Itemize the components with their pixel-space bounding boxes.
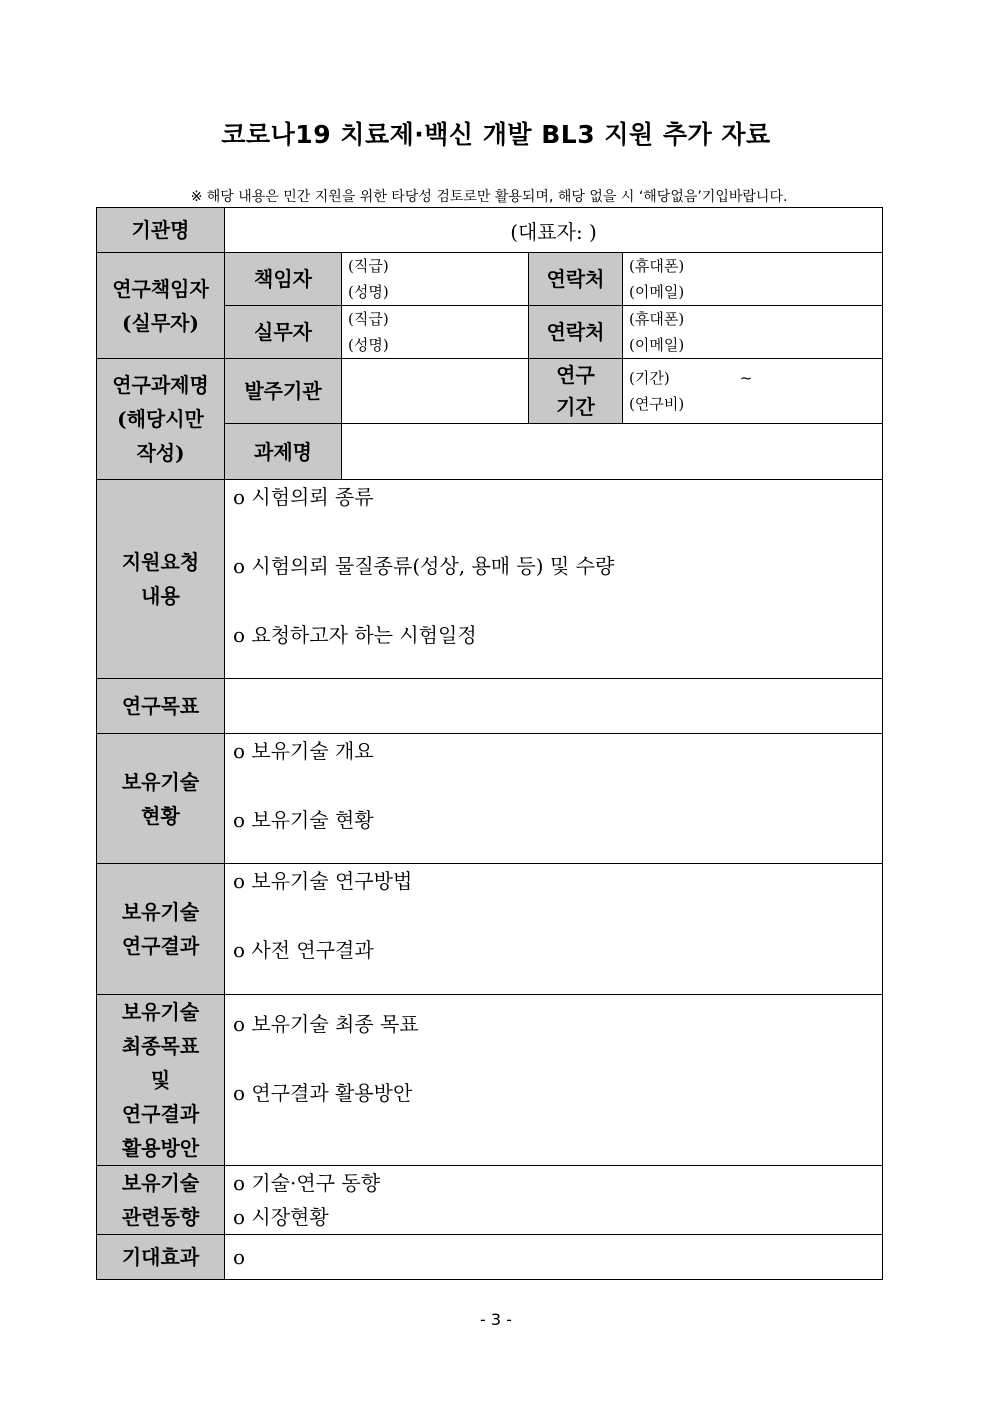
list-item: o 보유기술 최종 목표	[233, 1012, 419, 1036]
tech-status-row	[97, 734, 883, 864]
staff-contact-field[interactable]	[623, 306, 883, 359]
tech-final-label: 보유기술 최종목표 및 연구결과 활용방안	[97, 995, 225, 1166]
staff-rank-name-field[interactable]	[342, 306, 529, 359]
client-field[interactable]	[342, 359, 529, 424]
project-label: 연구과제명 (해당시만 작성)	[97, 359, 225, 480]
head-rank-name-field[interactable]	[342, 253, 529, 306]
head-contact-field[interactable]	[623, 253, 883, 306]
page-number: - 3 -	[480, 1310, 512, 1329]
staff-rank: (직급)	[348, 310, 389, 328]
list-item: o 시장현황	[233, 1205, 329, 1229]
trends-row	[97, 1166, 883, 1235]
period-budget-field[interactable]	[623, 359, 883, 424]
list-item: o 시험의뢰 물질종류(성상, 용매 등) 및 수량	[233, 554, 615, 578]
list-item: o 사전 연구결과	[233, 938, 374, 962]
agency-row	[97, 208, 883, 253]
head-email: (이메일)	[629, 283, 685, 301]
client-label: 발주기관	[225, 359, 342, 424]
staff-name: (성명)	[348, 336, 389, 354]
head-label: 책임자	[225, 253, 342, 306]
goal-label: 연구목표	[97, 679, 225, 734]
list-item: o 보유기술 연구방법	[233, 869, 413, 893]
effect-label: 기대효과	[97, 1235, 225, 1280]
head-contact-label: 연락처	[529, 253, 623, 306]
request-label: 지원요청 내용	[97, 480, 225, 679]
staff-phone: (휴대폰)	[629, 310, 685, 328]
trends-content[interactable]	[225, 1166, 883, 1235]
list-item: o 연구결과 활용방안	[233, 1081, 413, 1105]
tech-status-label: 보유기술 현황	[97, 734, 225, 864]
staff-contact-label: 연락처	[529, 306, 623, 359]
notice-text: ※ 해당 내용은 민간 지원을 위한 타당성 검토로만 활용되며, 해당 없을 시 ‘해당없음’기입바랍니다.	[190, 189, 788, 205]
list-item: o 보유기술 현황	[233, 808, 374, 832]
goal-row	[97, 679, 883, 734]
trends-label: 보유기술 관련동향	[97, 1166, 225, 1235]
period-label: 연구 기간	[529, 359, 623, 424]
period-range: ~	[739, 369, 753, 387]
list-item: o 시험의뢰 종류	[233, 485, 374, 509]
tech-final-row	[97, 995, 883, 1166]
tech-final-content[interactable]	[225, 995, 883, 1166]
effect-content[interactable]	[225, 1235, 883, 1280]
budget-text: (연구비)	[629, 395, 685, 413]
support-form-table	[96, 207, 883, 1280]
project-client-row	[97, 359, 883, 424]
staff-email: (이메일)	[629, 336, 685, 354]
head-name: (성명)	[348, 283, 389, 301]
goal-field[interactable]	[225, 679, 883, 734]
tech-results-row	[97, 864, 883, 995]
agency-label: 기관명	[97, 208, 225, 253]
period-line	[629, 365, 882, 391]
period-text: (기간)	[629, 369, 670, 387]
tech-results-content[interactable]	[225, 864, 883, 995]
effect-row	[97, 1235, 883, 1280]
staff-label: 실무자	[225, 306, 342, 359]
tech-status-content[interactable]	[225, 734, 883, 864]
list-item: o 요청하고자 하는 시험일정	[233, 623, 477, 647]
list-item: o 보유기술 개요	[233, 739, 374, 763]
list-item: o	[233, 1245, 246, 1269]
head-phone: (휴대폰)	[629, 257, 685, 275]
request-row	[97, 480, 883, 679]
tech-results-label: 보유기술 연구결과	[97, 864, 225, 995]
representative-field[interactable]: (대표자: )	[225, 208, 883, 253]
researcher-label: 연구책임자 (실무자)	[97, 253, 225, 359]
list-item: o 기술·연구 동향	[233, 1171, 381, 1195]
request-content[interactable]	[225, 480, 883, 679]
document-title: 코로나19 치료제·백신 개발 BL3 지원 추가 자료	[221, 120, 771, 149]
head-rank: (직급)	[348, 257, 389, 275]
task-label: 과제명	[225, 424, 342, 480]
task-field[interactable]	[342, 424, 883, 480]
researcher-head-row	[97, 253, 883, 306]
